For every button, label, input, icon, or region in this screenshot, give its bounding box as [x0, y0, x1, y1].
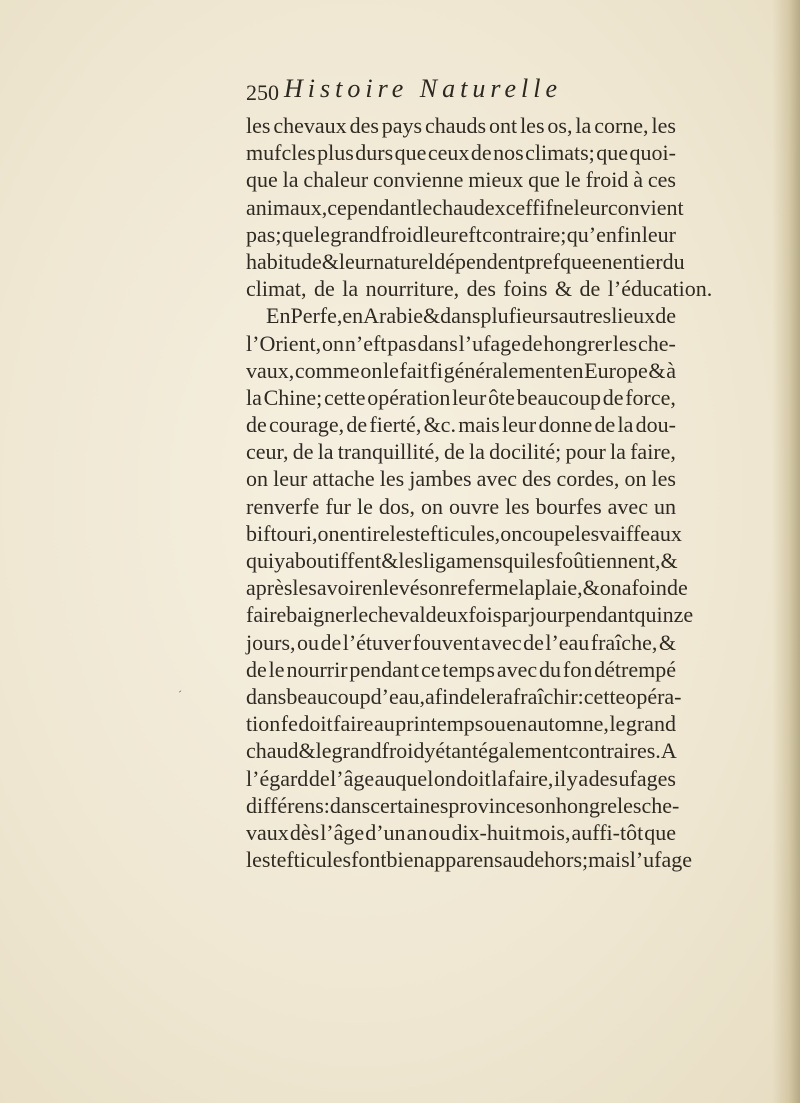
text-line: on leur attache les jambes avec des cordes, on les [246, 466, 676, 492]
text-line: qui y aboutiffent & les ligamens qui les foûtiennent, & [246, 548, 678, 573]
text-line: vaux dès l’âge d’un an ou dix-huit mois, auffi-tôt que [246, 819, 676, 845]
text-line: ceur, de la tranquillité, de la docilité; pour la faire, [246, 439, 676, 465]
text-line: renverfe fur le dos, on ouvre les bourfes avec un [246, 493, 676, 519]
text-line: que la chaleur convienne mieux que le froid à ces [246, 167, 676, 193]
text-line: la Chine; cette opération leur ôte beaucoup de force, [246, 384, 676, 410]
text-line: dans beaucoup d’eau, afin de le rafraîchir : cette opéra- [246, 683, 682, 709]
page-header [246, 74, 666, 114]
text-line: les tefticules font bien apparens au dehors; mais l’ufage [246, 847, 693, 873]
running-title: Histoire Naturelle [284, 74, 563, 103]
body-text [246, 112, 713, 873]
text-line: jours, ou de l’étuver fouvent avec de l’eau fraîche, & [246, 629, 676, 655]
text-line: différens : dans certaines provinces on hongre les che- [246, 792, 680, 818]
text-line: chaud & le grand froid y étant également contraires. A [246, 738, 677, 764]
text-line: mufcles plus durs que ceux de nos climats; que quoi- [246, 140, 676, 166]
page-number: 250 [246, 80, 279, 105]
text-line: faire baigner le cheval deux fois par jour pendant quinze [246, 602, 694, 628]
text-line: de le nourrir pendant ce temps avec du fon détrempé [246, 656, 676, 682]
text-line: climat, de la nourriture, des foins & de l’éducation. [246, 276, 713, 302]
text-line: habitude & leur naturel dépendent prefque en entier du [246, 248, 685, 274]
page-edge-shadow [772, 0, 800, 1103]
text-line: les chevaux des pays chauds ont les os, la corne, les [246, 113, 676, 138]
text-line: de courage, de fierté, &c. mais leur donne de la dou- [246, 412, 676, 438]
stray-ink-mark: ˊ [178, 688, 182, 702]
text-line: après les avoir enlevés on referme la plaie, & on a foin de [246, 575, 688, 601]
text-line: vaux, comme on le fait fi généralement en Europe & à [246, 357, 676, 383]
text-line: pas; que le grand froid leur eft contraire; qu’enfin leur [246, 221, 676, 247]
text-line: l’Orient, on n’eft pas dans l’ufage de hongrer les che- [246, 330, 676, 356]
text-line: biftouri, on en tire les tefticules, on coupe les vaiffeaux [246, 520, 682, 546]
text-line: En Perfe, en Arabie & dans plufieurs autres lieux de [266, 303, 676, 329]
text-line: animaux, cependant le chaud exceffif ne leur convient [246, 194, 684, 220]
text-line: tion fe doit faire au printemps ou en automne, le grand [246, 711, 676, 737]
text-line: l’égard de l’âge auquel on doit la faire, il y a des ufages [246, 765, 676, 791]
